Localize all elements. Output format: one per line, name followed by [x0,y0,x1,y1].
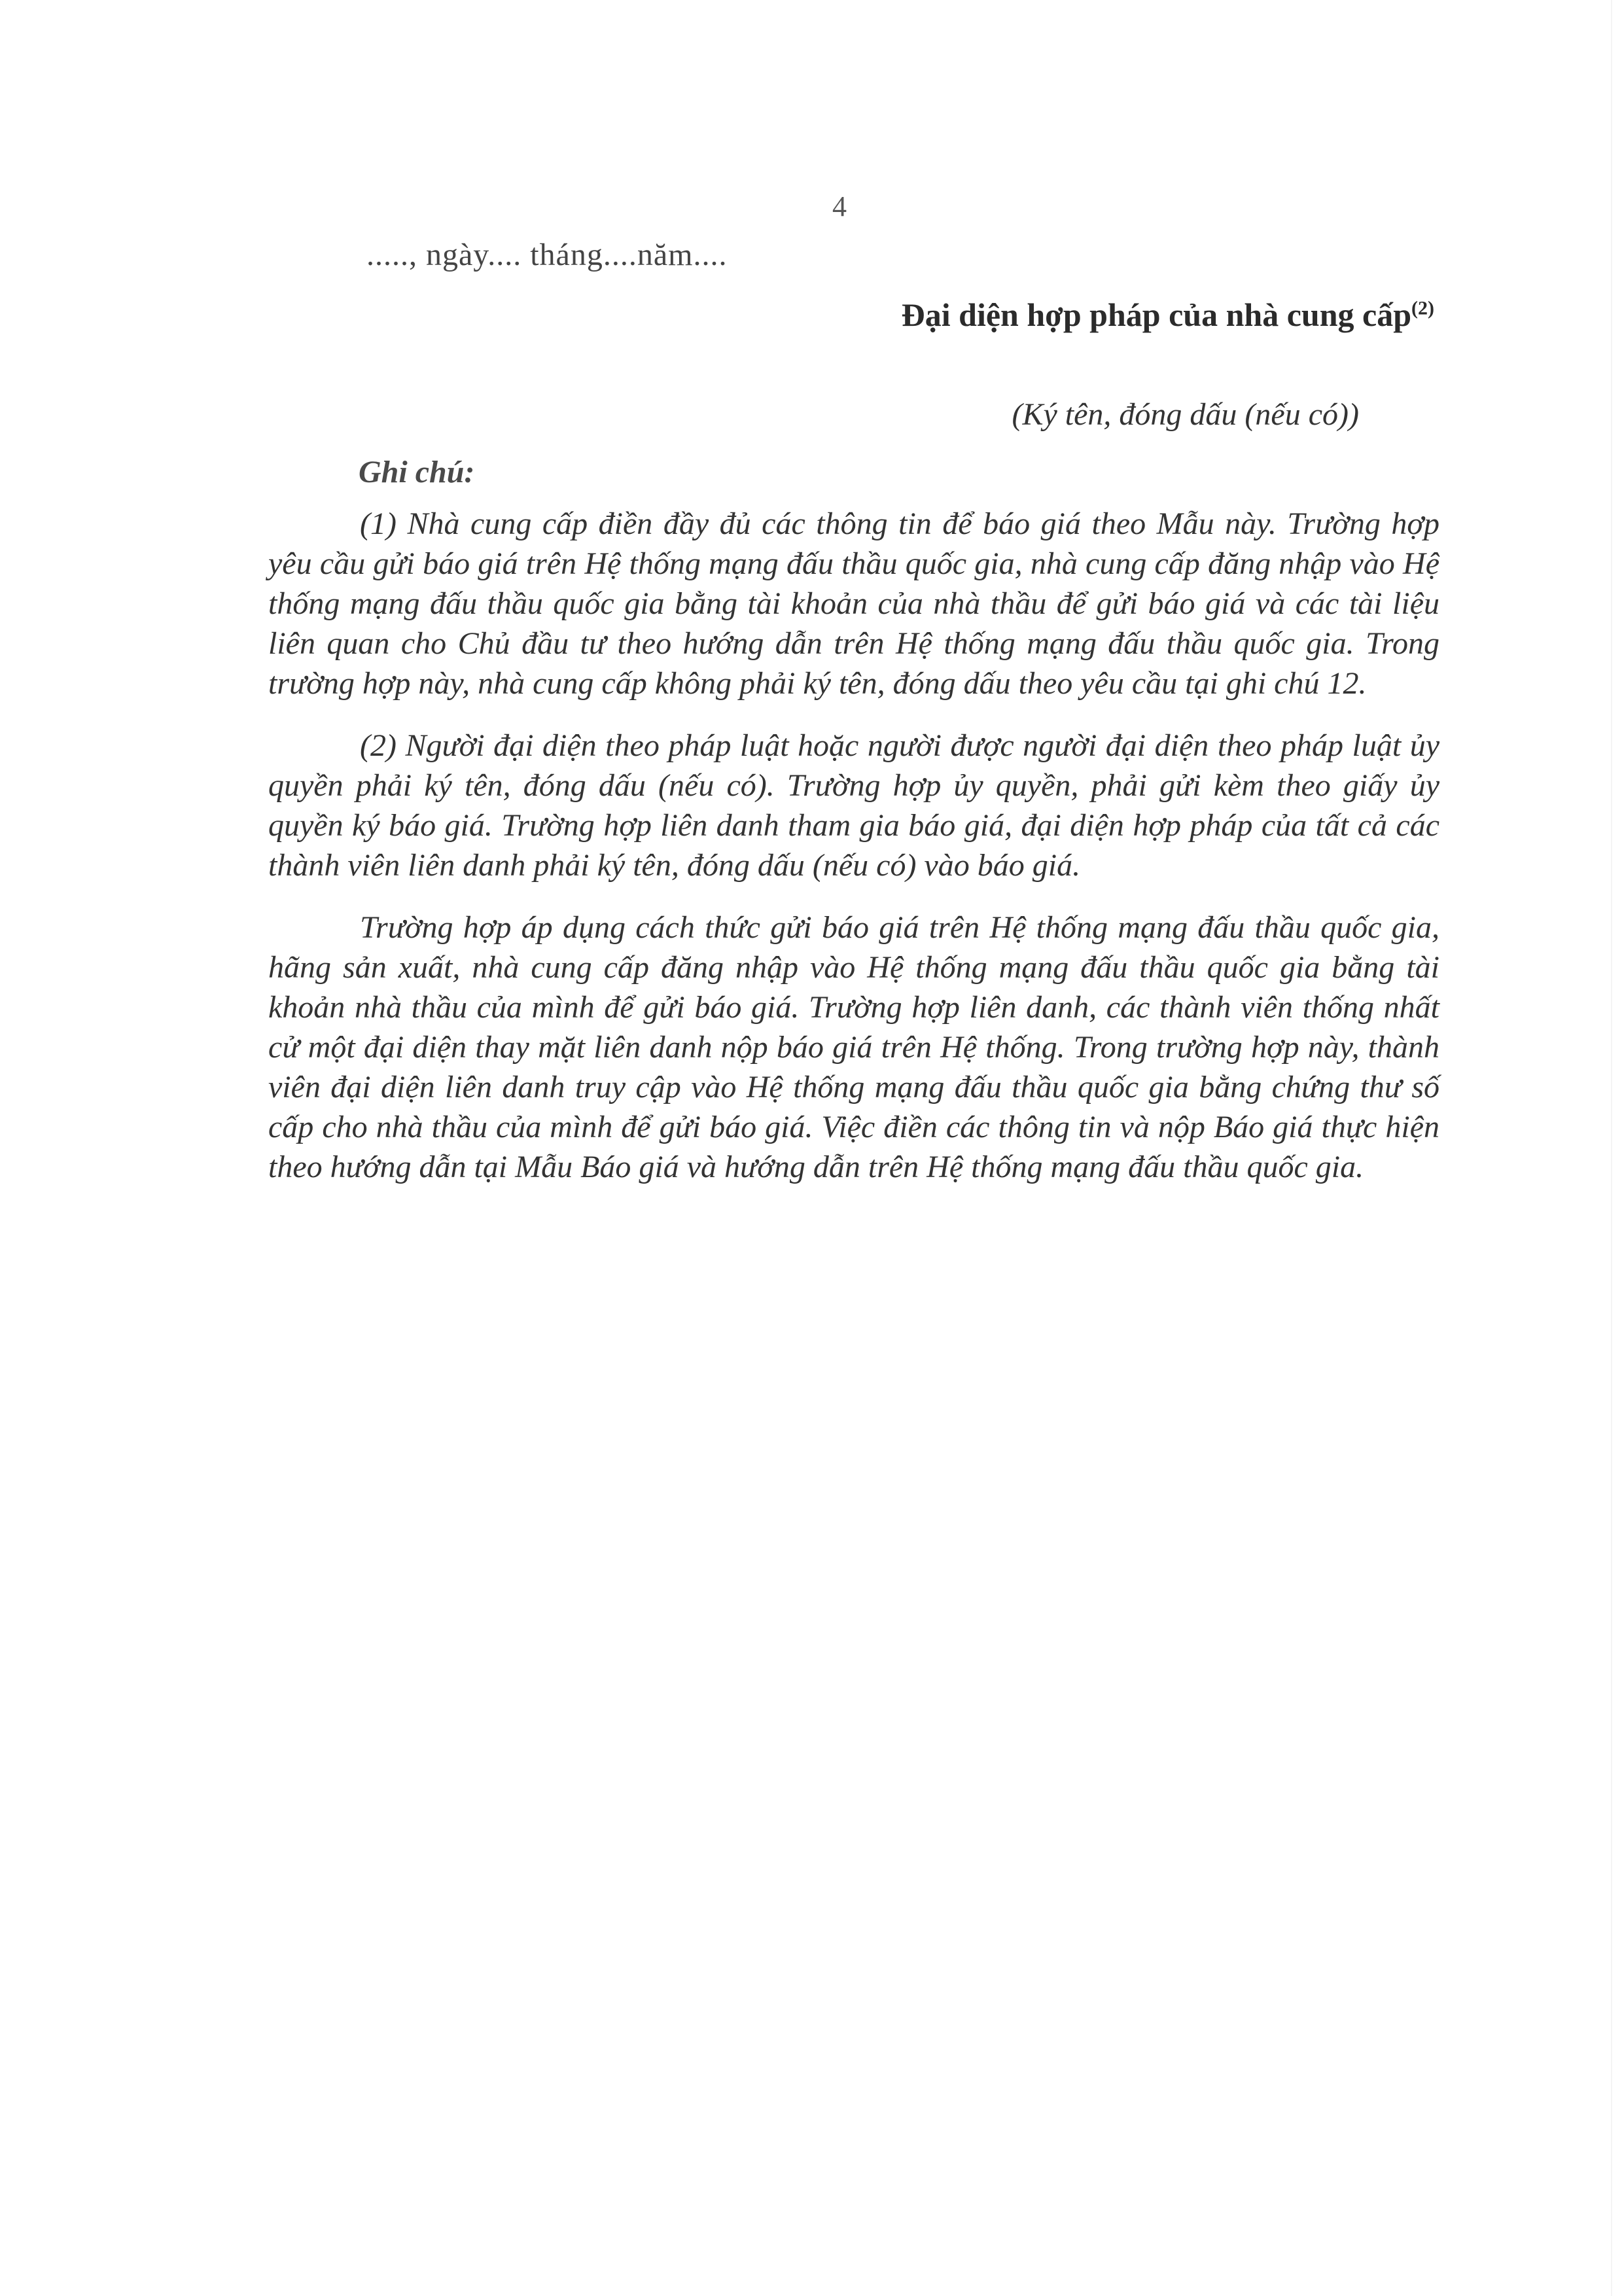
signature-title [902,296,1434,334]
signature-title-text: Đại diện hợp pháp của nhà cung cấp [901,296,1412,333]
signature-instruction: (Ký tên, đóng dấu (nếu có)) [1012,397,1359,432]
note-paragraph-3: Trường hợp áp dụng cách thức gửi báo giá trên Hệ thống mạng đấu thầu quốc gia, hãng sản xuất, nhà cung cấp đăng nhập vào Hệ thống mạng đấu thầu quốc gia bằng tài khoản nhà thầu của mình để gửi báo giá. Trường hợp liên danh, các thành viên thống nhất cử một đại diện thay mặt liên danh nộp báo giá trên Hệ thống. Trong trường hợp này, thành viên đại diện liên danh truy cập vào Hệ thống mạng đấu thầu quốc gia bằng chứng thư số cấp cho nhà thầu của mình để gửi báo giá. Việc điền các thông tin và nộp Báo giá thực hiện theo hướng dẫn tại Mẫu Báo giá và hướng dẫn trên Hệ thống mạng đấu thầu quốc gia. [268,910,1439,1184]
page-number: 4 [832,190,847,222]
note-paragraph-2: (2) Người đại diện theo pháp luật hoặc người được người đại diện theo pháp luật ủy quyền phải ký tên, đóng dấu (nếu có). Trường hợp ủy quyền, phải gửi kèm theo giấy ủy quyền ký báo giá. Trường hợp liên danh tham gia báo giá, đại diện hợp pháp của tất cả các thành viên liên danh phải ký tên, đóng dấu (nếu có) vào báo giá. [268,728,1439,883]
signature-footnote-ref: (2) [1411,297,1434,319]
notes-heading: Ghi chú: [359,455,475,489]
date-line: ....., ngày.... tháng....năm.... [366,238,728,272]
notes-body [268,504,1439,1209]
scan-edge-line [1611,0,1612,2296]
note-paragraph-1: (1) Nhà cung cấp điền đầy đủ các thông tin để báo giá theo Mẫu này. Trường hợp yêu cầu gửi báo giá trên Hệ thống mạng đấu thầu quốc gia, nhà cung cấp đăng nhập vào Hệ thống mạng đấu thầu quốc gia bằng tài khoản của nhà thầu để gửi báo giá và các tài liệu liên quan cho Chủ đầu tư theo hướng dẫn trên Hệ thống mạng đấu thầu quốc gia. Trong trường hợp này, nhà cung cấp không phải ký tên, đóng dấu theo yêu cầu tại ghi chú 12. [268,506,1439,701]
